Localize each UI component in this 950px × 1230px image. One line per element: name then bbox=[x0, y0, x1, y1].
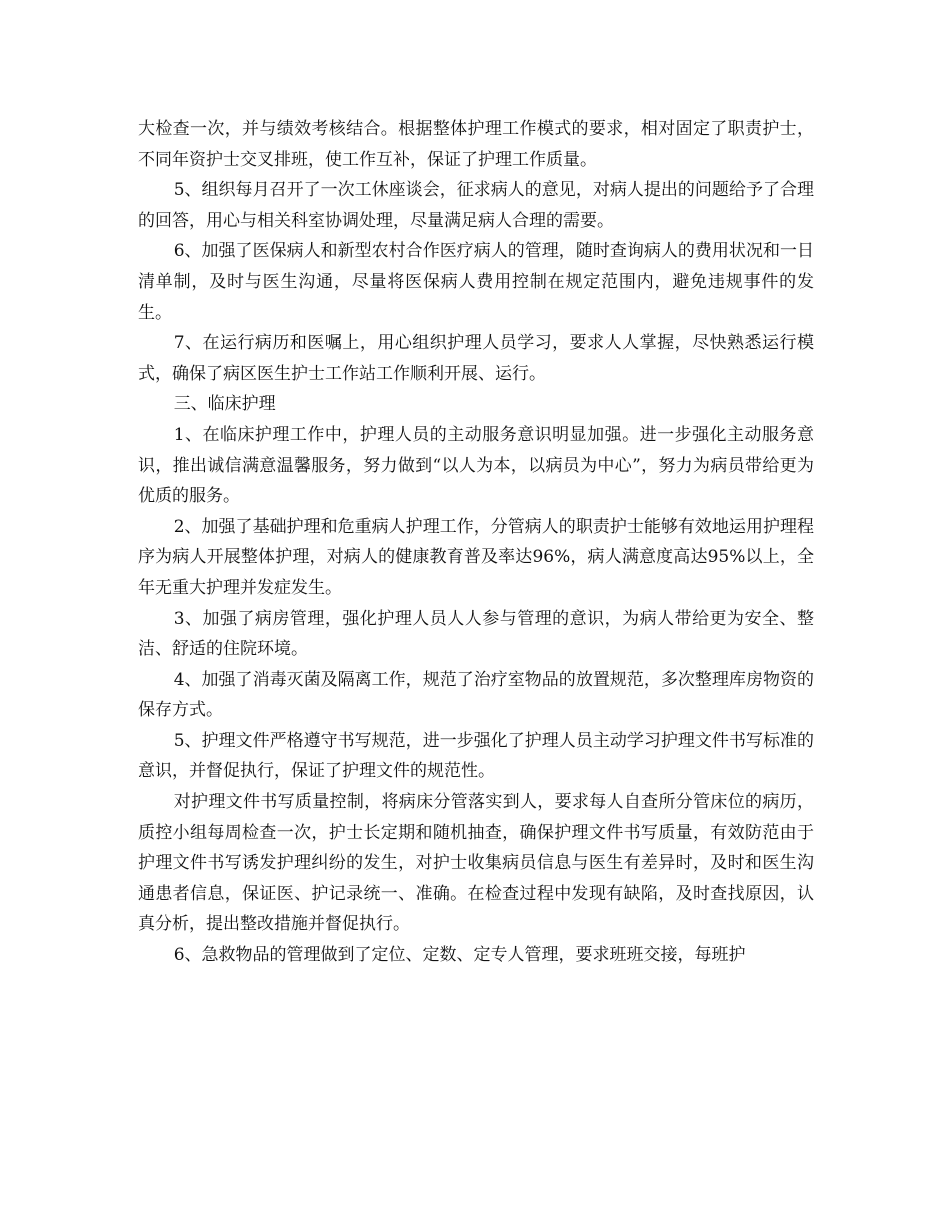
paragraph-0: 大检查一次，并与绩效考核结合。根据整体护理工作模式的要求，相对固定了职责护士，不同年资护士交叉排班，使工作互补，保证了护理工作质量。 bbox=[138, 119, 814, 170]
paragraph-6: 2、加强了基础护理和危重病人护理工作，分管病人的职责护士能够有效地运用护理程序为病人开展整体护理，对病人的健康教育普及率达96%，病人满意度高达95%以上，全年无重大护理并发症发生。 bbox=[138, 516, 814, 598]
section-heading: 三、临床护理 bbox=[173, 394, 276, 415]
paragraph-10: 对护理文件书写质量控制，将病床分管落实到人，要求每人自查所分管床位的病历，质控小组每周检查一次，护士长定期和随机抽查，确保护理文件书写质量，有效防范由于护理文件书写诱发护理纠纷的发生，对护士收集病员信息与医生有差异时，及时和医生沟通患者信息，保证医、护记录统一、准确。在检查过程中发现有缺陷，及时查找原因，认真分析，提出整改措施并督促执行。 bbox=[138, 792, 814, 935]
paragraph-8: 4、加强了消毒灭菌及隔离工作，规范了治疗室物品的放置规范，多次整理库房物资的保存方式。 bbox=[138, 669, 814, 721]
paragraph-1: 5、组织每月召开了一次工休座谈会，征求病人的意见，对病人提出的问题给予了合理的回答，用心与相关科室协调处理，尽量满足病人合理的需要。 bbox=[138, 180, 814, 231]
paragraph-2: 6、加强了医保病人和新型农村合作医疗病人的管理，随时查询病人的费用状况和一日清单制，及时与医生沟通，尽量将医保病人费用控制在规定范围内，避免违规事件的发生。 bbox=[138, 241, 814, 323]
document-page bbox=[138, 114, 814, 971]
paragraph-9: 5、护理文件严格遵守书写规范，进一步强化了护理人员主动学习护理文件书写标准的意识，并督促执行，保证了护理文件的规范性。 bbox=[138, 730, 814, 782]
paragraph-5: 1、在临床护理工作中，护理人员的主动服务意识明显加强。进一步强化主动服务意识，推出诚信满意温馨服务，努力做到“以人为本，以病员为中心”，努力为病员带给更为优质的服务。 bbox=[138, 424, 814, 507]
paragraph-3: 7、在运行病历和医嘱上，用心组织护理人员学习，要求人人掌握，尽快熟悉运行模式，确保了病区医生护士工作站工作顺利开展、运行。 bbox=[138, 333, 814, 384]
paragraph-7: 3、加强了病房管理，强化护理人员人人参与管理的意识，为病人带给更为安全、整洁、舒适的住院环境。 bbox=[138, 608, 814, 660]
paragraph-11: 6、急救物品的管理做到了定位、定数、定专人管理，要求班班交接，每班护 bbox=[173, 945, 746, 966]
